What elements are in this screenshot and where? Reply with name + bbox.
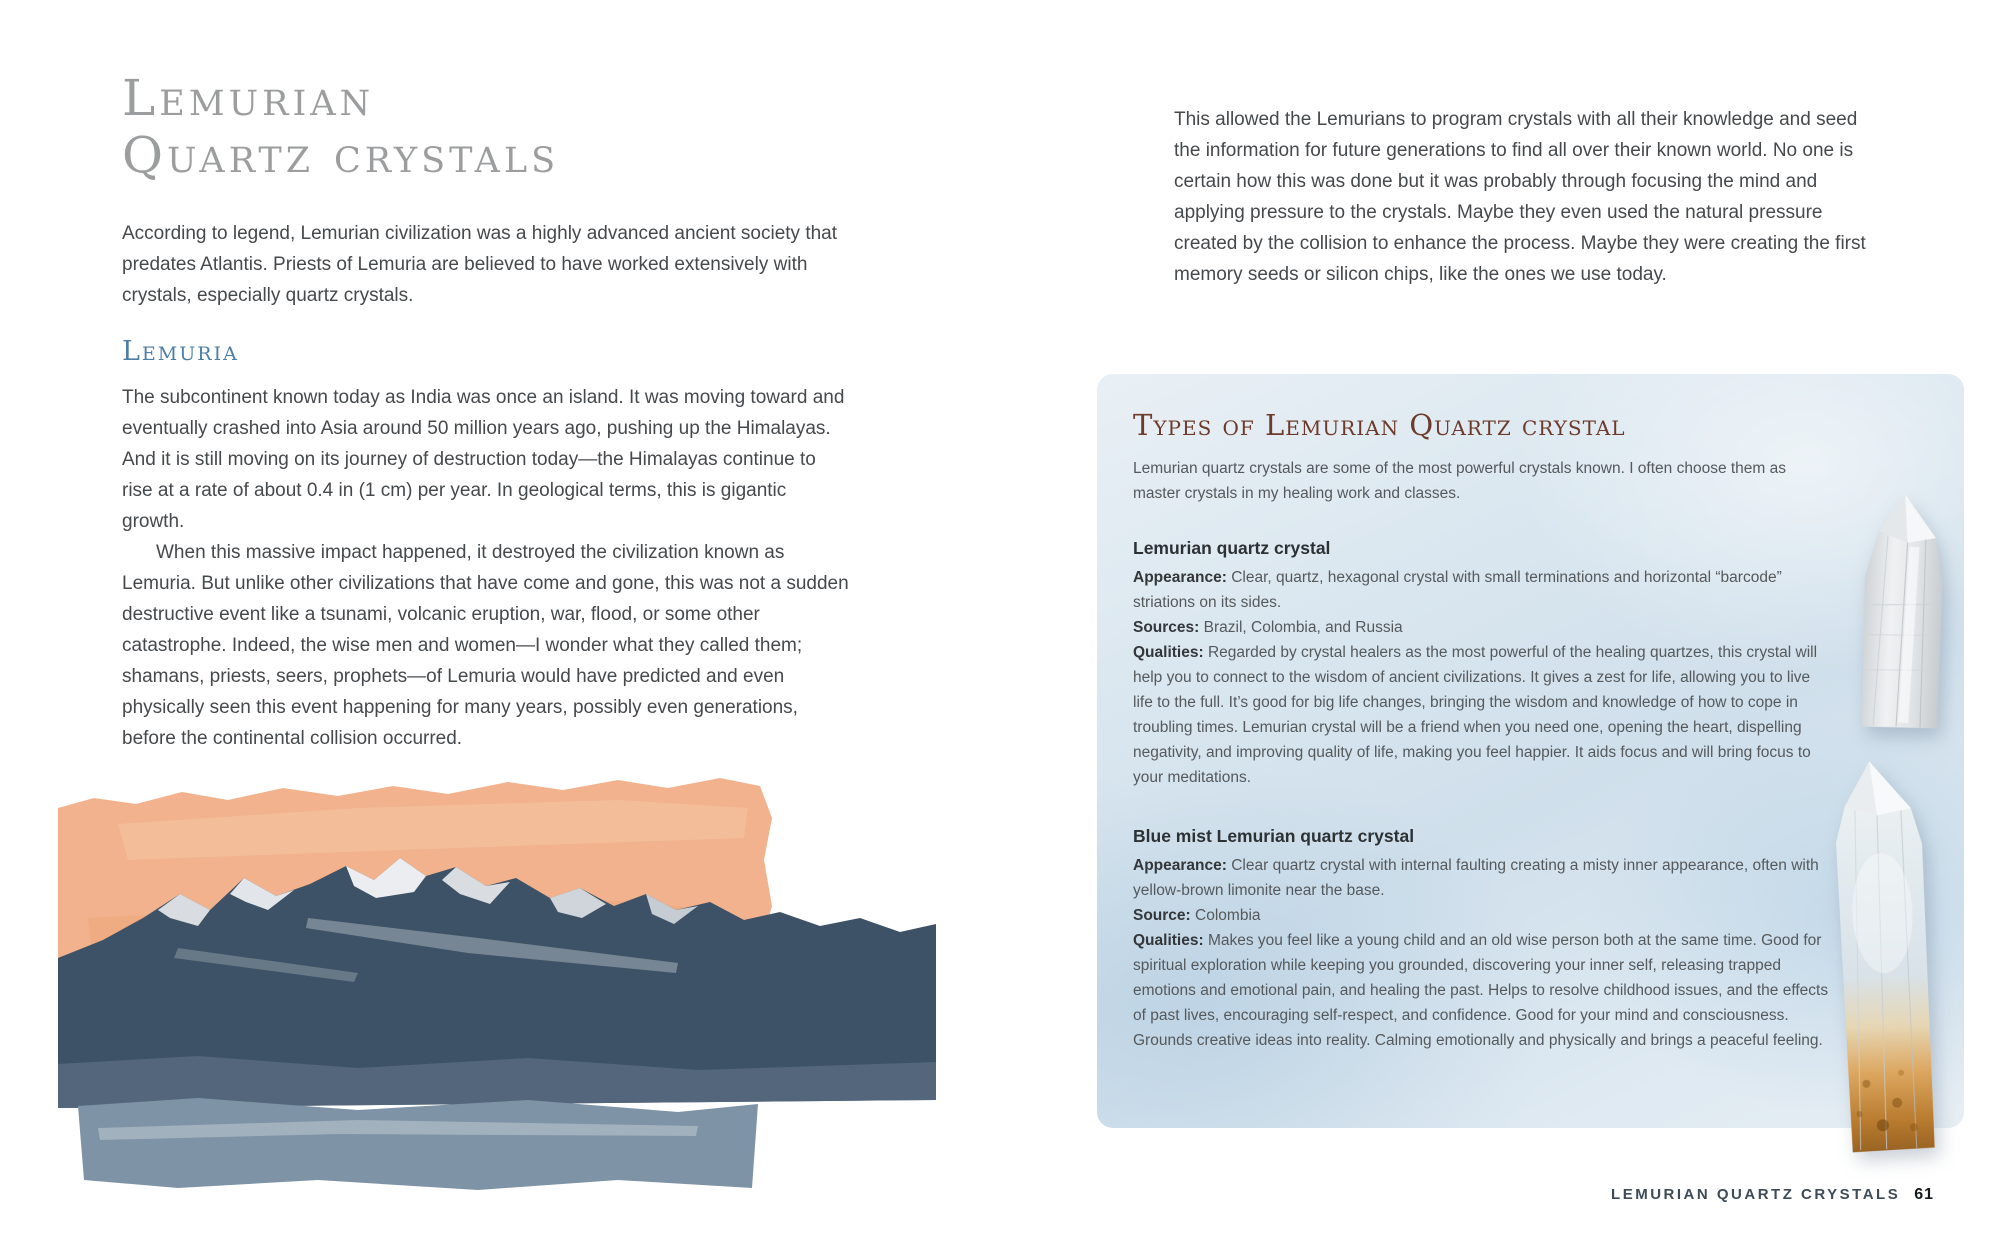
entry-heading: Blue mist Lemurian quartz crystal [1133, 826, 1415, 846]
info-box-title: Types of Lemurian Quartz crystal [1133, 408, 1626, 442]
entry-appearance [1133, 853, 1834, 903]
sources-label: Source: [1133, 907, 1191, 924]
body-paragraph-2: When this massive impact happened, it destroyed the civilization known as Lemuria. But unlike other civilizations that have come and gone, this was not a sudden destructive event like a tsunami, volcanic eruption, war, flood, or some other catastrophe. Indeed, the wise men and women—I wonder what they called them; shamans, priests, seers, prophets—of Lemuria would have predicted and even physically seen this event happening for many years, possibly even generations, before the continental collision occurred. [122, 542, 849, 749]
body-paragraph-1: The subcontinent known today as India was once an island. It was moving toward and eventually crashed into Asia around 50 million years ago, pushing up the Himalayas. And it is still moving on its journey of destruction today—the Himalayas continue to rise at a rate of about 0.4 in (1 cm) per year. In geological terms, this is gigantic growth. [122, 387, 845, 532]
intro-paragraph: According to legend, Lemurian civilization was a highly advanced ancient society that predates Atlantis. Priests of Lemuria are believed to have worked extensively with crystals, especially quartz crystals. [122, 223, 838, 306]
entry-qualities [1133, 640, 1834, 790]
footer-running-title: LEMURIAN QUARTZ CRYSTALS [1611, 1186, 1901, 1203]
appearance-label: Appearance: [1133, 569, 1227, 586]
clear-quartz-crystal-graphic [1835, 482, 1970, 743]
left-body-text [122, 382, 850, 754]
page-footer [1611, 1186, 1934, 1204]
page-title-line-1: Lemurian [122, 69, 375, 127]
blue-mist-crystal-graphic [1815, 750, 1961, 1164]
info-box-intro: Lemurian quartz crystals are some of the most powerful crystals known. I often choose them as master crystals in my healing work and classes. [1133, 460, 1787, 502]
sources-value: Brazil, Colombia, and Russia [1203, 619, 1403, 636]
section-heading-lemuria: Lemuria [122, 336, 239, 367]
appearance-value: Clear quartz crystal with internal faulting creating a misty inner appearance, often with yellow-brown limonite near the base. [1133, 857, 1819, 899]
appearance-label: Appearance: [1133, 857, 1227, 874]
page-title-line-2: Quartz crystals [122, 126, 560, 184]
entry-appearance [1133, 565, 1834, 615]
right-top-paragraph: This allowed the Lemurians to program crystals with all their knowledge and seed the information for future generations to find all over their known world. No one is certain how this was done but it was probably through focusing the mind and applying pressure to the crystals. Maybe they even used the natural pressure created by the collision to enhance the process. Maybe they were creating the first memory seeds or silicon chips, like the ones we use today. [1174, 109, 1866, 285]
qualities-label: Qualities: [1133, 644, 1204, 661]
appearance-value: Clear, quartz, hexagonal crystal with small terminations and horizontal “barcode” striations on its sides. [1133, 569, 1782, 611]
entry-sources [1133, 615, 1834, 640]
entry-heading: Lemurian quartz crystal [1133, 538, 1331, 558]
qualities-label: Qualities: [1133, 932, 1204, 949]
entry-qualities [1133, 928, 1834, 1053]
page-number: 61 [1914, 1186, 1934, 1203]
mountain-illustration-graphic [58, 768, 936, 1192]
qualities-value: Makes you feel like a young child and an old wise person both at the same time. Good for spiritual exploration while keeping you grounded, discovering your inner self, releasing trapped emotions and emotional pain, and healing the past. Helps to resolve childhood issues, and the effects of past lives, encouraging self-respect, and confidence. Good for your mind and consciousness. Grounds creative ideas into reality. Calming emotionally and physically and brings a peaceful feeling. [1133, 932, 1829, 1049]
entry-sources [1133, 903, 1834, 928]
qualities-value: Regarded by crystal healers as the most powerful of the healing quartzes, this crystal will help you to connect to the wisdom of ancient civilizations. It gives a zest for life, allowing you to live life to the full. It’s good for big life changes, bringing the wisdom and knowledge of how to cope in troubling times. Lemurian crystal will be a friend when you need one, opening the heart, dispelling negativity, and improving quality of life, making you feel happier. It aids focus and will bring focus to your meditations. [1133, 644, 1818, 786]
mountain-illustration [58, 768, 936, 1192]
crystal-entry-blue-mist [1133, 826, 1834, 1053]
page-title [122, 70, 559, 184]
clear-quartz-crystal-image [1835, 482, 1970, 743]
sources-label: Sources: [1133, 619, 1200, 636]
sources-value: Colombia [1195, 907, 1261, 924]
crystal-entry-lemurian-quartz [1133, 538, 1834, 790]
blue-mist-crystal-image [1815, 750, 1961, 1164]
